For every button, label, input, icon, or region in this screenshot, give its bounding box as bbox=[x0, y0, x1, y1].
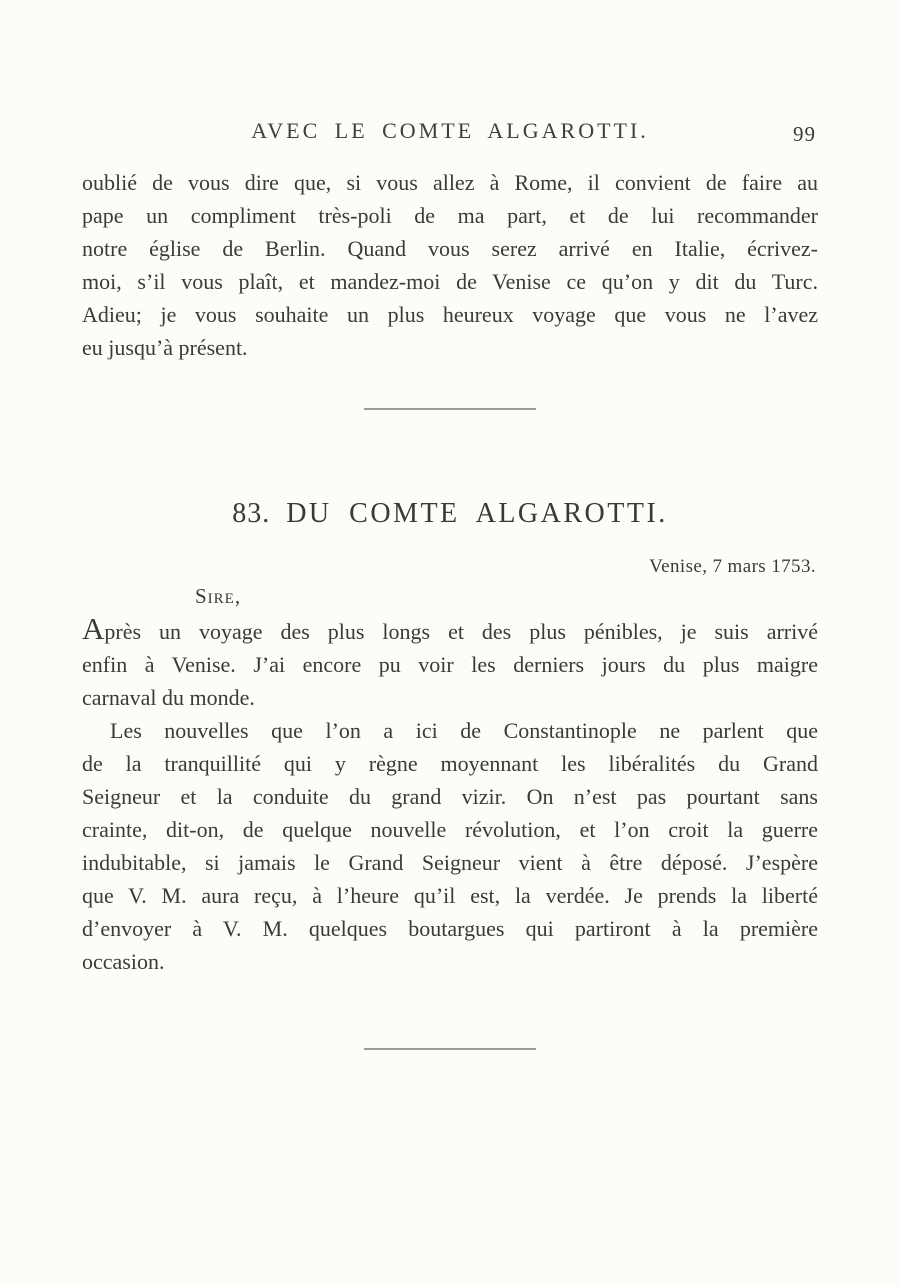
text-line: indubitable, si jamais le Grand Seigneur vient à être déposé. J’espère bbox=[82, 850, 818, 875]
section-divider-bottom bbox=[364, 1048, 536, 1050]
running-header-title: AVEC LE COMTE ALGAROTTI. bbox=[251, 118, 649, 143]
text-block bbox=[82, 118, 818, 1050]
letter-heading bbox=[82, 498, 818, 530]
letter-number: 83. bbox=[232, 498, 271, 529]
text-line: crainte, dit-on, de quelque nouvelle révolution, et l’on croit la guerre bbox=[82, 817, 818, 842]
text-line: notre église de Berlin. Quand vous serez arrivé en Italie, écrivez- bbox=[82, 236, 818, 261]
text-line: Les nouvelles que l’on a ici de Constantinople ne parlent que bbox=[110, 718, 818, 743]
letter-title: DU COMTE ALGAROTTI. bbox=[286, 498, 668, 529]
page-number: 99 bbox=[793, 122, 816, 146]
continuation-paragraph bbox=[82, 166, 818, 364]
running-header-row bbox=[82, 118, 818, 146]
text-line bbox=[82, 611, 818, 648]
text-line: carnaval du monde. bbox=[82, 685, 255, 710]
text-line: que V. M. aura reçu, à l’heure qu’il est, la verdée. Je prends la liberté bbox=[82, 883, 818, 908]
letter-salutation: Sire, bbox=[195, 584, 242, 608]
text-line: de la tranquillité qui y règne moyennant les libéralités du Grand bbox=[82, 751, 818, 776]
text-line: pape un compliment très-poli de ma part, et de lui recommander bbox=[82, 203, 818, 228]
text-line: moi, s’il vous plaît, et mandez-moi de Venise ce qu’on y dit du Turc. bbox=[82, 269, 818, 294]
letter-body bbox=[82, 611, 818, 978]
section-divider-top bbox=[364, 408, 536, 410]
text-line: d’envoyer à V. M. quelques boutargues qui partiront à la première bbox=[82, 916, 818, 941]
text-line: Adieu; je vous souhaite un plus heureux voyage que vous ne l’avez bbox=[82, 302, 818, 327]
text-line: eu jusqu’à présent. bbox=[82, 335, 248, 360]
text-line: enfin à Venise. J’ai encore pu voir les derniers jours du plus maigre bbox=[82, 652, 818, 677]
text-line: Seigneur et la conduite du grand vizir. On n’est pas pourtant sans bbox=[82, 784, 818, 809]
text-line: oublié de vous dire que, si vous allez à Rome, il convient de faire au bbox=[82, 170, 818, 195]
text-line: occasion. bbox=[82, 949, 165, 974]
text-line-rest: près un voyage des plus longs et des plus pénibles, je suis arrivé bbox=[104, 619, 818, 644]
initial-capital: A bbox=[82, 611, 105, 646]
letter-dateline: Venise, 7 mars 1753. bbox=[649, 556, 816, 577]
